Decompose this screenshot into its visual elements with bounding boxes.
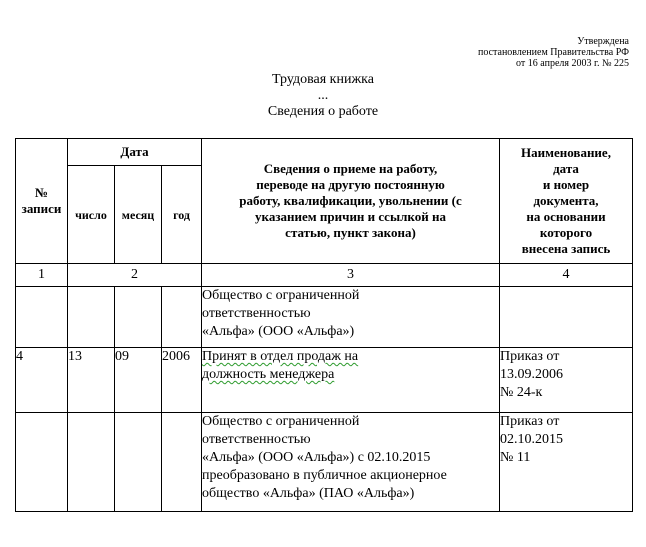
cell-day <box>68 287 115 348</box>
header-month: месяц <box>115 166 162 264</box>
section-title: Сведения о работе <box>267 104 379 119</box>
header-day: число <box>68 166 115 264</box>
column-number: 2 <box>68 264 202 287</box>
cell-day <box>68 413 115 512</box>
cell-basis-document: Приказ от 02.10.2015 № 11 <box>500 413 633 512</box>
cell-day: 13 <box>68 348 115 413</box>
column-numbers-row <box>16 264 633 287</box>
cell-month <box>115 287 162 348</box>
approval-line: постановлением Правительства РФ <box>477 47 629 58</box>
header-year: год <box>162 166 202 264</box>
cell-record-no: 4 <box>16 348 68 413</box>
table-row <box>16 413 633 512</box>
header-record-no: № записи <box>16 139 68 264</box>
cell-record-no <box>16 287 68 348</box>
cell-record-no <box>16 413 68 512</box>
approval-line: Утверждена <box>577 36 629 47</box>
column-number: 3 <box>202 264 500 287</box>
header-work-info: Сведения о приеме на работу, переводе на другую постоянную работу, квалификации, увольнении (с указанием причин и ссылкой на статью, пункт закона) <box>202 139 500 264</box>
column-number: 1 <box>16 264 68 287</box>
cell-basis-document <box>500 287 633 348</box>
cell-year: 2006 <box>162 348 202 413</box>
cell-work-info: Общество с ограниченной ответственностью «Альфа» (ООО «Альфа») с 02.10.2015 преобразовано в публичное акционерное общество «Альфа» (ПАО «Альфа») <box>202 413 500 512</box>
column-number: 4 <box>500 264 633 287</box>
approval-line: от 16 апреля 2003 г. № 225 <box>516 58 629 69</box>
ellipsis: ... <box>317 88 329 103</box>
cell-year <box>162 413 202 512</box>
table-row <box>16 348 633 413</box>
header-date: Дата <box>68 139 202 166</box>
cell-basis-document: Приказ от 13.09.2006 № 24-к <box>500 348 633 413</box>
table-row <box>16 287 633 348</box>
cell-work-info: Общество с ограниченной ответственностью «Альфа» (ООО «Альфа») <box>202 287 500 348</box>
header-basis-document: Наименование, дата и номер документа, на основании которого внесена запись <box>500 139 633 264</box>
cell-year <box>162 287 202 348</box>
cell-month: 09 <box>115 348 162 413</box>
cell-work-info <box>202 348 500 413</box>
document-title: Трудовая книжка <box>272 72 374 87</box>
work-records-table <box>15 138 633 512</box>
approval-note <box>369 36 629 69</box>
spellcheck-text: должность менеджера <box>202 367 335 382</box>
spellcheck-text: Принят в отдел продаж на <box>202 349 359 364</box>
cell-month <box>115 413 162 512</box>
